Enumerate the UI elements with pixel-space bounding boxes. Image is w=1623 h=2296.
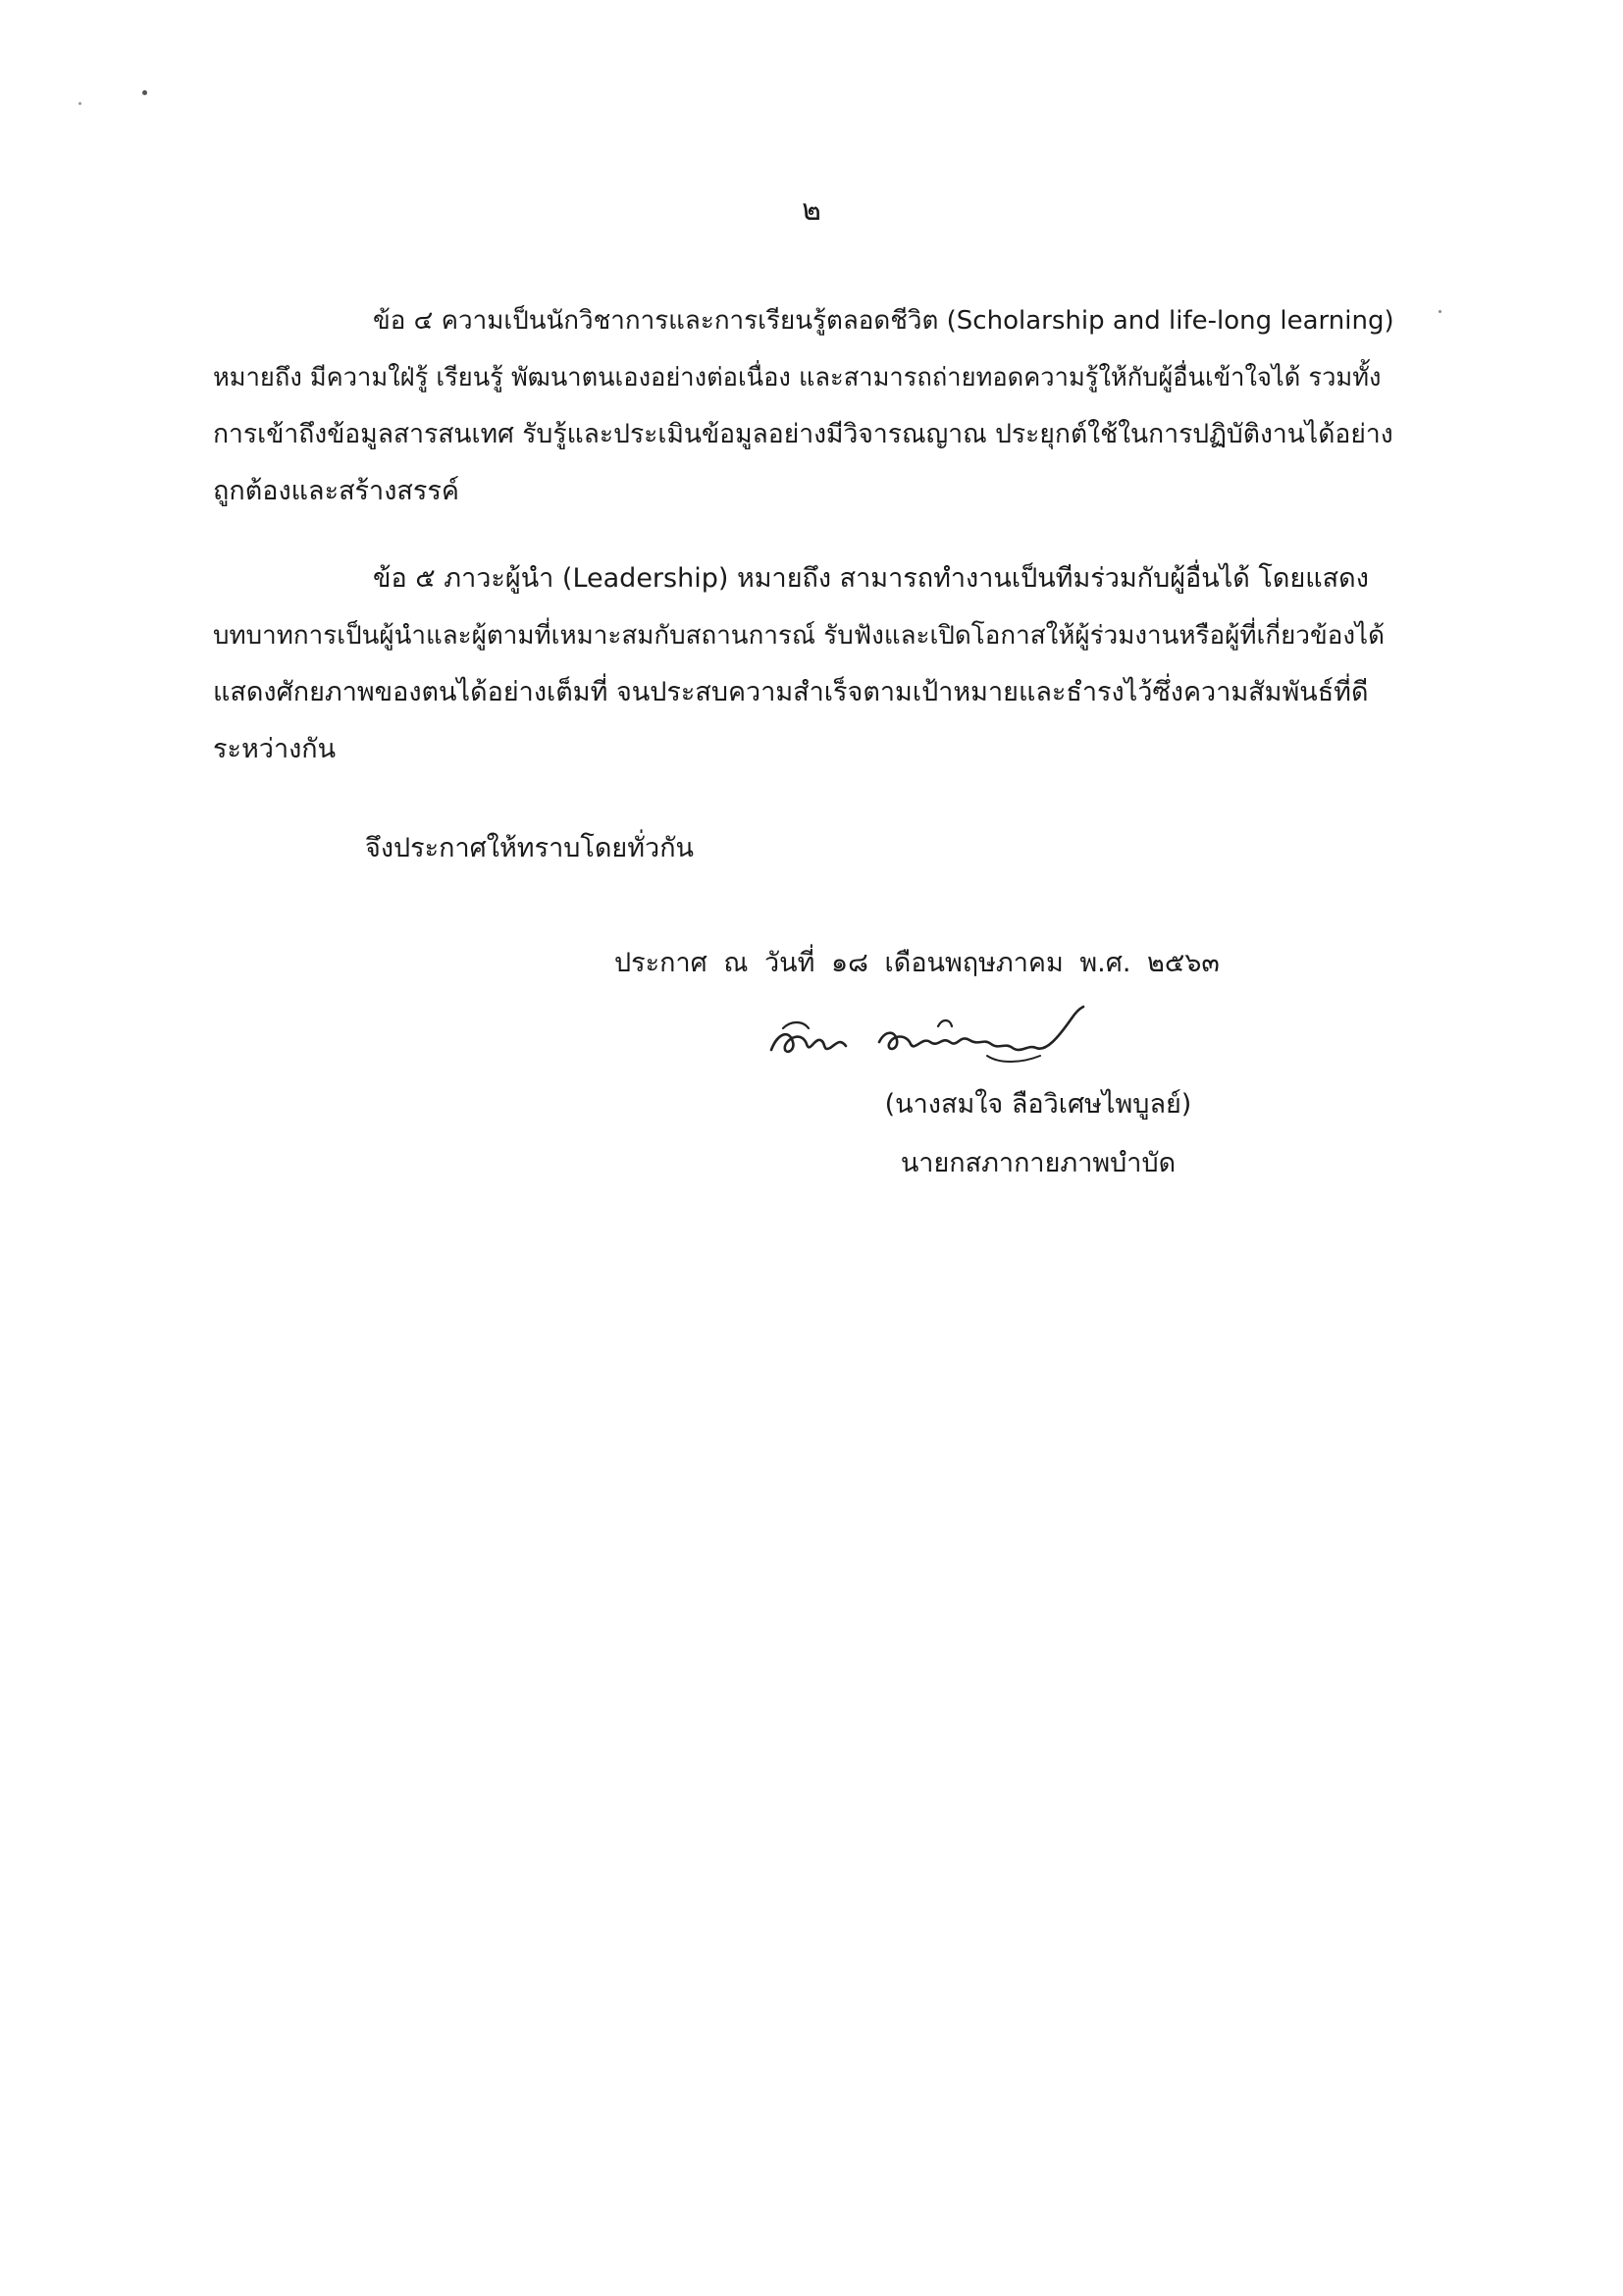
signer-name: (นางสมใจ ลือวิเศษไพบูลย์) — [884, 1089, 1192, 1120]
clause-4-line: การเข้าถึงข้อมูลสารสนเทศ รับรู้และประเมินข้อมูลอย่างมีวิจารณญาณ ประยุกต์ใช้ในการปฏิบัติงานได้อย่าง — [213, 419, 1393, 449]
clause-5-line: ระหว่างกัน — [213, 734, 337, 764]
scan-speck — [79, 102, 81, 105]
handwritten-signature — [763, 999, 1087, 1077]
closing-statement: จึงประกาศให้ทราบโดยทั่วกัน — [365, 833, 694, 863]
clause-5-line: บทบาทการเป็นผู้นำและผู้ตามที่เหมาะสมกับสถานการณ์ รับฟังและเปิดโอกาสให้ผู้ร่วมงานหรือผู้ที่เกี่ยวข้องได้ — [213, 621, 1386, 651]
signer-title: นายกสภากายภาพบำบัด — [900, 1148, 1177, 1178]
announcement-date: ประกาศ ณ วันที่ ๑๘ เดือนพฤษภาคม พ.ศ. ๒๕๖๓ — [614, 948, 1220, 978]
clause-5-line: แสดงศักยภาพของตนได้อย่างเต็มที่ จนประสบความสำเร็จตามเป้าหมายและธำรงไว้ซึ่งความสัมพันธ์ที่ดี — [213, 677, 1369, 707]
clause-4-line: ถูกต้องและสร้างสรรค์ — [213, 476, 459, 506]
clause-5-paragraph — [213, 550, 1402, 778]
clause-4-line: ข้อ ๔ ความเป็นนักวิชาการและการเรียนรู้ตลอดชีวิต (Scholarship and life-long learning) — [373, 306, 1394, 336]
scan-speck — [142, 90, 147, 95]
page-number: ๒ — [802, 193, 821, 228]
scan-speck — [1439, 310, 1441, 313]
clause-4-paragraph — [213, 292, 1402, 520]
clause-5-line: ข้อ ๕ ภาวะผู้นำ (Leadership) หมายถึง สามารถทำงานเป็นทีมร่วมกับผู้อื่นได้ โดยแสดง — [373, 563, 1369, 594]
clause-4-line: หมายถึง มีความใฝ่รู้ เรียนรู้ พัฒนาตนเองอย่างต่อเนื่อง และสามารถถ่ายทอดความรู้ให้กับผู้อื่นเข้าใจได้ รวมทั้ง — [213, 363, 1382, 392]
